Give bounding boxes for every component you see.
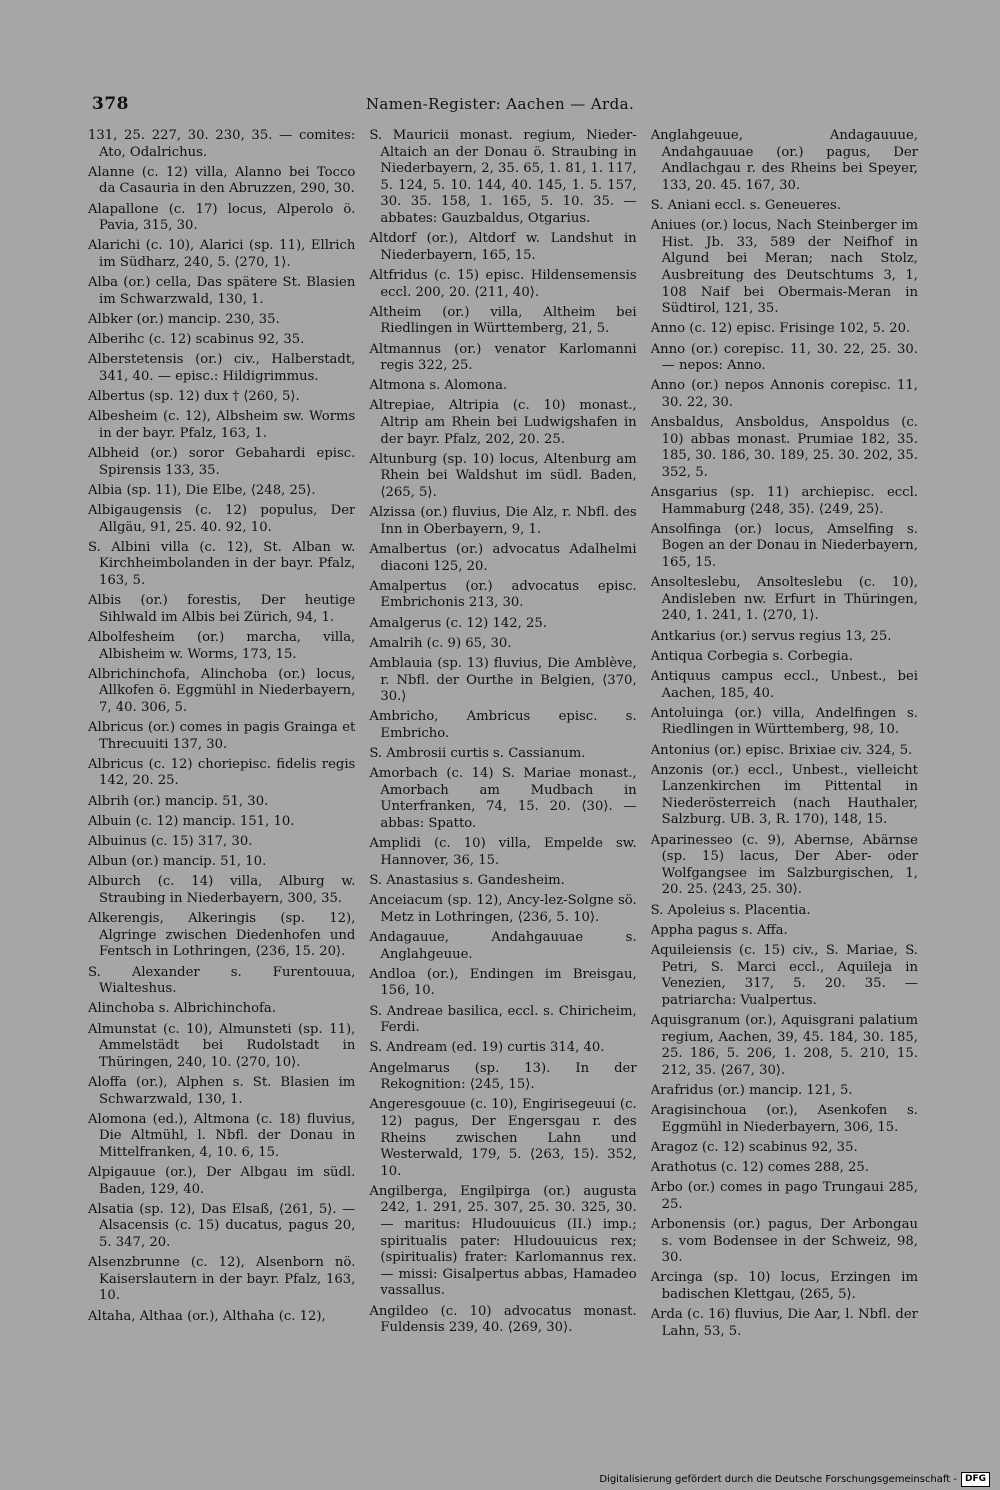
index-entry: Almunstat (c. 10), Almunsteti (sp. 11), Ammelstädt bei Rudolstadt in Thüringen, 240, 10. ⟨270, 10⟩. xyxy=(88,1021,356,1070)
index-entry: Aloffa (or.), Alphen s. St. Blasien im Schwarzwald, 130, 1. xyxy=(88,1074,356,1107)
index-entry: Ansgarius (sp. 11) archiepisc. eccl. Hammaburg ⟨248, 35⟩. ⟨249, 25⟩. xyxy=(650,485,918,517)
index-entry: Alanne (c. 12) villa, Alanno bei Tocco da Casauria in den Abruzzen, 290, 30. xyxy=(88,164,356,197)
index-entry: Altheim (or.) villa, Altheim bei Riedlingen in Württemberg, 21, 5. xyxy=(369,304,637,337)
index-entry: Arda (c. 16) fluvius, Die Aar, l. Nbfl. der Lahn, 53, 5. xyxy=(650,1307,918,1339)
index-entry: Amalgerus (c. 12) 142, 25. xyxy=(369,615,547,631)
index-entry: Angilberga, Engilpirga (or.) augusta 242, 1. 291, 25. 307, 25. 30. 325, 30. — maritus: Hludouuicus (II.) imp.; spiritualis pater: Hludouuicus rex; (spiritualis) frater: Karlomannus rex. — missi: Gisalpertus abbas, Hamadeo vassallus. xyxy=(369,1183,637,1299)
index-entry: Albis (or.) forestis, Der heutige Sihlwald im Albis bei Zürich, 94, 1. xyxy=(88,593,356,625)
index-entry: S. Anastasius s. Gandesheim. xyxy=(369,873,565,889)
index-entry: Altaha, Althaa (or.), Althaha (c. 12), xyxy=(88,1308,326,1324)
index-entry: Albuinus (c. 15) 317, 30. xyxy=(88,834,253,850)
index-entry: Alzissa (or.) fluvius, Die Alz, r. Nbfl. des Inn in Oberbayern, 9, 1. xyxy=(369,505,637,537)
index-entry: Ambricho, Ambricus episc. s. Embricho. xyxy=(369,709,637,741)
index-entry: Aniues (or.) locus, Nach Steinberger im Hist. Jb. 33, 589 der Neifhof in Algund bei Meran; nach Stolz, Ausbreitung des Deutschtums 3, 1, 108 Naif bei Obermais-Meran in Südtirol, 121, 35. xyxy=(650,218,918,317)
index-entry: Ansolteslebu, Ansolteslebu (c. 10), Andisleben nw. Erfurt in Thüringen, 240, 1. 241, 1. ⟨270, 1⟩. xyxy=(650,575,918,624)
index-entry: Alapallone (c. 17) locus, Alperolo ö. Pavia, 315, 30. xyxy=(88,201,356,234)
index-entry: Alsenzbrunne (c. 12), Alsenborn nö. Kaiserslautern in der bayr. Pfalz, 163, 10. xyxy=(88,1255,356,1304)
index-entry: Amblauia (sp. 13) fluvius, Die Amblève, r. Nbfl. der Ourthe in Belgien, ⟨370, 30.⟩ xyxy=(369,655,637,705)
index-entry: Altdorf (or.), Altdorf w. Landshut in Niederbayern, 165, 15. xyxy=(369,231,637,263)
index-entry: Alinchoba s. Albrichinchofa. xyxy=(88,1001,276,1017)
index-entry: S. Ambrosii curtis s. Cassianum. xyxy=(369,746,586,762)
index-entry: S. Albini villa (c. 12), St. Alban w. Kirchheimbolanden in der bayr. Pfalz, 163, 5. xyxy=(88,539,356,588)
index-entry: Amorbach (c. 14) S. Mariae monast., Amorbach am Mudbach in Unterfranken, 74, 15. 20. ⟨30⟩. — abbas: Spatto. xyxy=(369,766,637,832)
index-entry: Amalbertus (or.) advocatus Adalhelmi diaconi 125, 20. xyxy=(369,542,637,574)
index-entry: Angelmarus (sp. 13). In der Rekognition: ⟨245, 15⟩. xyxy=(369,1060,637,1093)
column-right xyxy=(651,128,918,1348)
index-entry: Ansbaldus, Ansboldus, Anspoldus (c. 10) abbas monast. Prumiae 182, 35. 185, 30. 186, 30. 189, 25. 30. 202, 35. 352, 5. xyxy=(650,415,918,480)
index-entry: Alburch (c. 14) villa, Alburg w. Straubing in Niederbayern, 300, 35. xyxy=(88,874,356,906)
index-entry: Antkarius (or.) servus regius 13, 25. xyxy=(650,628,892,644)
index-entry: Arbo (or.) comes in pago Trungaui 285, 25. xyxy=(650,1180,918,1212)
index-entry: Albolfesheim (or.) marcha, villa, Albisheim w. Worms, 173, 15. xyxy=(88,629,356,662)
column-middle xyxy=(369,128,636,1348)
index-entry: Appha pagus s. Affa. xyxy=(650,922,788,938)
index-entry: Albrichinchofa, Alinchoba (or.) locus, Allkofen ö. Eggmühl in Niederbayern, 7, 40. 306, 5. xyxy=(88,666,356,715)
index-entry: Andloa (or.), Endingen im Breisgau, 156, 10. xyxy=(369,966,637,999)
index-entry: Antoluinga (or.) villa, Andelfingen s. Riedlingen in Württemberg, 98, 10. xyxy=(650,705,918,738)
index-entry: Aquileiensis (c. 15) civ., S. Mariae, S. Petri, S. Marci eccl., Aquileja in Venezien, 317, 5. 20. 35. — patriarcha: Vualpertus. xyxy=(650,943,918,1008)
index-entry: Anno (or.) corepisc. 11, 30. 22, 25. 30. — nepos: Anno. xyxy=(650,341,918,374)
index-entry: Alberstetensis (or.) civ., Halberstadt, 341, 40. — episc.: Hildigrimmus. xyxy=(88,352,356,384)
page-header xyxy=(92,94,908,118)
index-entry: Albricus (c. 12) choriepisc. fidelis regis 142, 20. 25. xyxy=(88,756,356,789)
index-entry: Aparinesseo (c. 9), Abernse, Abärnse (sp. 15) lacus, Der Aber- oder Wolfgangsee im Salzburgischen, 1, 20. 25. ⟨243, 25. 30⟩. xyxy=(650,832,918,898)
index-entry: Altmannus (or.) venator Karlomanni regis 322, 25. xyxy=(369,341,637,374)
index-entry: Amplidi (c. 10) villa, Empelde sw. Hannover, 36, 15. xyxy=(369,836,637,868)
index-entry: Albricus (or.) comes in pagis Grainga et Threcuuiti 137, 30. xyxy=(88,720,356,752)
index-entry: Amalpertus (or.) advocatus episc. Embrichonis 213, 30. xyxy=(369,578,637,611)
index-entry: Alomona (ed.), Altmona (c. 18) fluvius, Die Altmühl, l. Nbfl. der Donau in Mittelfranken, 4, 10. 6, 15. xyxy=(88,1111,356,1160)
index-entry: Arbonensis (or.) pagus, Der Arbongau s. vom Bodensee in der Schweiz, 98, 30. xyxy=(650,1217,918,1266)
index-entry: Alpigauue (or.), Der Albgau im südl. Baden, 129, 40. xyxy=(88,1165,356,1197)
running-head: Namen-Register: Aachen — Arda. xyxy=(365,95,635,113)
index-entry: Altmona s. Alomona. xyxy=(369,378,508,394)
index-entry: Alba (or.) cella, Das spätere St. Blasien im Schwarzwald, 130, 1. xyxy=(88,275,356,307)
index-entry: Aragisinchoua (or.), Asenkofen s. Eggmühl in Niederbayern, 306, 15. xyxy=(650,1103,918,1135)
index-entry: Albrih (or.) mancip. 51, 30. xyxy=(88,793,269,809)
index-entry: Ansolfinga (or.) locus, Amselfing s. Bogen an der Donau in Niederbayern, 165, 15. xyxy=(650,521,918,570)
index-entry: Anceiacum (sp. 12), Ancy-lez-Solgne sö. Metz in Lothringen, ⟨236, 5. 10⟩. xyxy=(369,893,637,925)
index-entry: Altfridus (c. 15) episc. Hildensemensis eccl. 200, 20. ⟨211, 40⟩. xyxy=(369,267,637,300)
index-entry: Albker (or.) mancip. 230, 35. xyxy=(88,311,280,327)
index-entry: Anno (or.) nepos Annonis corepisc. 11, 30. 22, 30. xyxy=(650,378,918,410)
index-entry: Anglahgeuue, Andagauuue, Andahgauuae (or.) pagus, Der Andlachgau r. des Rheins bei Speyer, 133, 20. 45. 167, 30. xyxy=(650,128,918,193)
index-entry: Angildeo (c. 10) advocatus monast. Fuldensis 239, 40. ⟨269, 30⟩. xyxy=(369,1303,637,1336)
dfg-logo: DFG xyxy=(961,1472,990,1487)
index-entry: Anno (c. 12) episc. Frisinge 102, 5. 20. xyxy=(650,321,911,337)
index-entry: Antiqua Corbegia s. Corbegia. xyxy=(650,648,853,664)
index-entry: S. Andreae basilica, eccl. s. Chiricheim, Ferdi. xyxy=(369,1003,637,1036)
index-entry: S. Mauricii monast. regium, Nieder-Altaich an der Donau ö. Straubing in Niederbayern, 2, 35. 65, 1. 81, 1. 117, 5. 124, 5. 10. 144, 40. 145, 1. 5. 157, 30. 35. 158, 1. 165, 5. 10. 35. — abbates: Gauzbaldus, Otgarius. xyxy=(369,128,637,226)
index-entry: Aquisgranum (or.), Aquisgrani palatium regium, Aachen, 39, 45. 184, 30. 185, 25. 186, 5. 206, 1. 208, 5. 210, 15. 212, 35. ⟨267, 30⟩. xyxy=(650,1012,918,1078)
index-entry: Arathotus (c. 12) comes 288, 25. xyxy=(650,1160,869,1176)
page-number: 378 xyxy=(92,94,129,114)
column-left xyxy=(88,128,355,1348)
index-entry: Albesheim (c. 12), Albsheim sw. Worms in der bayr. Pfalz, 163, 1. xyxy=(88,409,356,441)
index-entry: Alkerengis, Alkeringis (sp. 12), Algringe zwischen Diedenhofen und Fentsch in Lothringen, ⟨236, 15. 20⟩. xyxy=(88,911,356,960)
index-entry: Albheid (or.) soror Gebahardi episc. Spirensis 133, 35. xyxy=(88,446,356,478)
index-entry: Arafridus (or.) mancip. 121, 5. xyxy=(650,1082,853,1098)
index-entry: S. Alexander s. Furentouua, Wialteshus. xyxy=(88,964,356,997)
index-entry: Amalrih (c. 9) 65, 30. xyxy=(369,635,512,651)
index-entry: S. Aniani eccl. s. Geneueres. xyxy=(650,197,841,213)
index-entry: Alberihc (c. 12) scabinus 92, 35. xyxy=(88,332,305,348)
index-entry: Albun (or.) mancip. 51, 10. xyxy=(88,854,267,870)
index-entry: S. Apoleius s. Placentia. xyxy=(650,902,811,918)
index-entry: Albertus (sp. 12) dux † ⟨260, 5⟩. xyxy=(88,389,300,405)
index-entry: Arcinga (sp. 10) locus, Erzingen im badischen Klettgau, ⟨265, 5⟩. xyxy=(650,1270,918,1303)
index-entry: Antonius (or.) episc. Brixiae civ. 324, 5. xyxy=(650,742,913,758)
index-entry: Alsatia (sp. 12), Das Elsaß, ⟨261, 5⟩. — Alsacensis (c. 15) ducatus, pagus 20, 5. 347, 20. xyxy=(88,1201,356,1251)
index-entry: Aragoz (c. 12) scabinus 92, 35. xyxy=(650,1139,858,1155)
index-entry: Altunburg (sp. 10) locus, Altenburg am Rhein bei Waldshut im südl. Baden, ⟨265, 5⟩. xyxy=(369,451,637,501)
index-entry: Antiquus campus eccl., Unbest., bei Aachen, 185, 40. xyxy=(650,668,918,701)
index-entry: 131, 25. 227, 30. 230, 35. — comites: Ato, Odalrichus. xyxy=(88,128,356,160)
footer xyxy=(599,1472,990,1487)
index-entry: Alarichi (c. 10), Alarici (sp. 11), Ellrich im Südharz, 240, 5. ⟨270, 1⟩. xyxy=(88,238,356,270)
index-entry: Andagauue, Andahgauuae s. Anglahgeuue. xyxy=(369,930,637,962)
index-entry: Angeresgouue (c. 10), Engirisegeuui (c. 12) pagus, Der Engersgau r. des Rheins zwischen Lahn und Westerwald, 179, 5. ⟨263, 15⟩. 352, 10. xyxy=(369,1097,637,1179)
index-entry: Altrepiae, Altripia (c. 10) monast., Altrip am Rhein bei Ludwigshafen in der bayr. Pfalz, 202, 20. 25. xyxy=(369,398,637,447)
index-columns xyxy=(88,128,918,1348)
index-entry: Albigaugensis (c. 12) populus, Der Allgäu, 91, 25. 40. 92, 10. xyxy=(88,503,356,535)
index-entry: Albuin (c. 12) mancip. 151, 10. xyxy=(88,813,295,829)
index-entry: S. Andream (ed. 19) curtis 314, 40. xyxy=(369,1040,605,1056)
index-entry: Albia (sp. 11), Die Elbe, ⟨248, 25⟩. xyxy=(88,482,316,498)
index-entry: Anzonis (or.) eccl., Unbest., vielleicht Lanzenkirchen im Pittental in Niederösterreich (nach Hauthaler, Salzburg. UB. 3, R. 170), 148, 15. xyxy=(650,762,918,828)
funding-note: Digitalisierung gefördert durch die Deutsche Forschungsgemeinschaft - xyxy=(599,1474,957,1485)
